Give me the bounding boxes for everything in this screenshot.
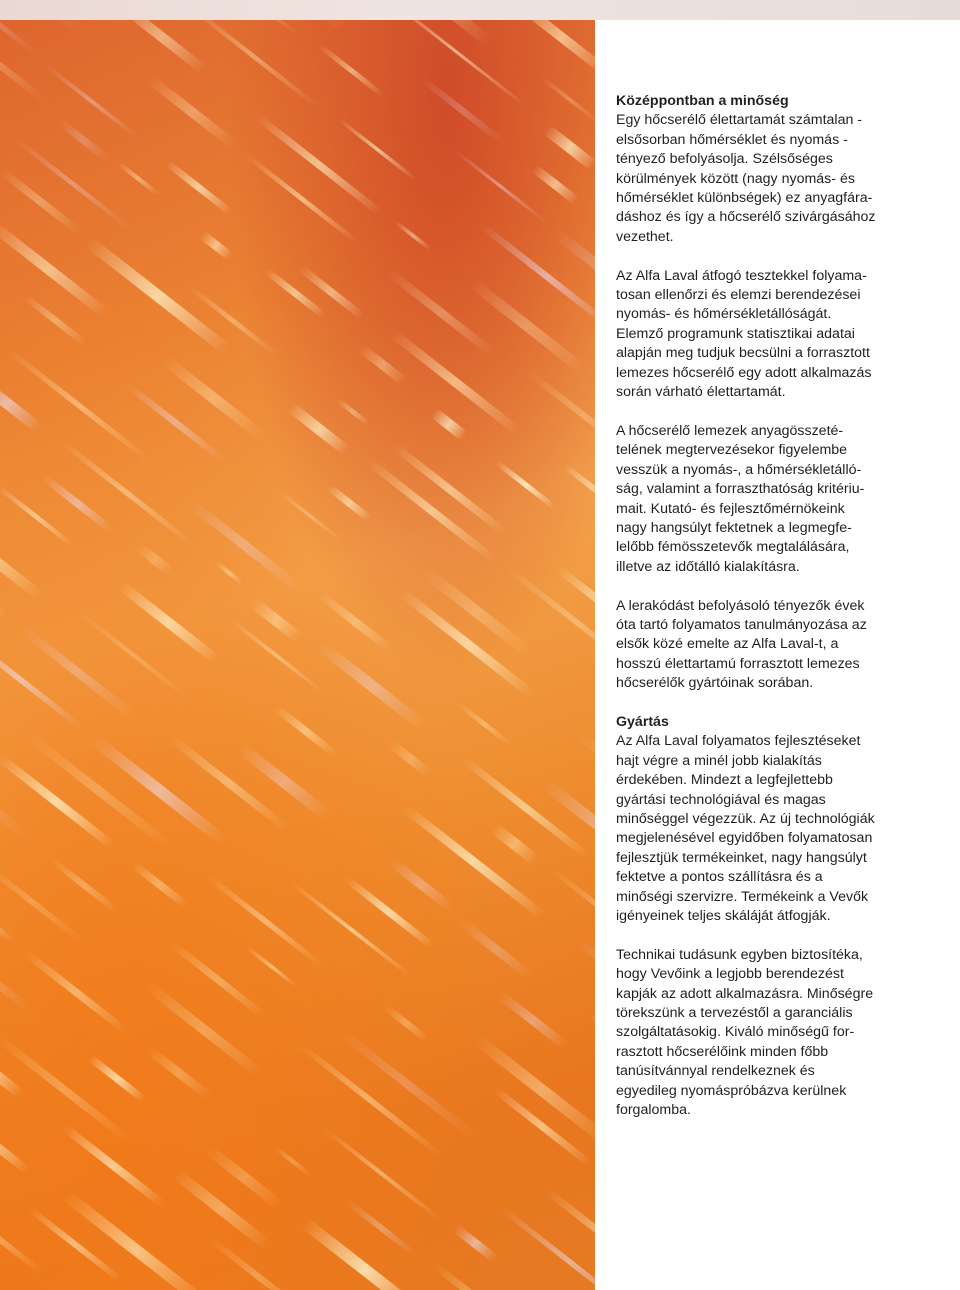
paragraph: A hőcserélő lemezek anyagösszetételének megtervezésekor figyelembe vesszük a nyomás-, a hőmérsékletállóság, valamint a forraszthatóság kritériumait. Kutató- és fejlesztőmérnökeink nagy hangsúlyt fektetnek a legmegfelelőbb fémösszetevők megtalálására, illetve az időtálló kialakításra.	[616, 422, 865, 575]
light-streaks-graphic	[0, 20, 595, 1290]
section-heading: Középpontban a minőség	[616, 93, 789, 109]
paragraph: A lerakódást befolyásoló tényezők évek óta tartó folyamatos tanulmányozása az elsők közé emelte az Alfa Laval-t, a hosszú élettartamú forrasztott lemezes hőcserélők gyártóinak sorában.	[616, 597, 867, 692]
paragraph: Az Alfa Laval folyamatos fejlesztéseket hajt végre a minél jobb kialakítás érdekében. Mindezt a legfejlettebb gyártási technológiával és magas minőséggel végezzük. Az új technológiák megjelenésével egyidőben folyamatosan fejlesztjük termékeinket, nagy hangsúlyt fektetve a pontos szállításra és a minőségi szervizre. Termékeink a Vevők igényeinek teljes skáláját átfogják.	[616, 733, 875, 924]
article-text	[616, 92, 878, 1140]
section-quality	[616, 92, 878, 694]
paragraph: Egy hőcserélő élettartamát számtalan - elsősorban hőmérséklet és nyomás - tényező befolyásolja. Szélsőséges körülmények között (nagy nyomás- és hőmérséklet különbségek) ez anyagfáradáshoz és így a hőcserélő szivárgásához vezethet.	[616, 112, 876, 245]
top-stripe	[0, 0, 960, 20]
section-manufacturing	[616, 713, 878, 1121]
section-heading: Gyártás	[616, 713, 669, 730]
paragraph: Technikai tudásunk egyben biztosítéka, hogy Vevőink a legjobb berendezést kapják az adott alkalmazásra. Minőségre törekszünk a tervezéstől a garanciális szolgáltatásokig. Kiváló minőségű forrasztott hőcserélőink minden főbb tanúsítvánnyal rendelkeznek és egyedileg nyomáspróbázva kerülnek forgalomba.	[616, 946, 874, 1119]
photo-orange-light-streaks	[0, 20, 595, 1290]
paragraph: Az Alfa Laval átfogó tesztekkel folyamatosan ellenőrzi és elemzi berendezései nyomás- és hőmérsékletállóságát. Elemző programunk statisztikai adatai alapján meg tudjuk becsülni a forrasztott lemezes hőcserélő egy adott alkalmazás során várható élettartamát.	[616, 267, 872, 401]
